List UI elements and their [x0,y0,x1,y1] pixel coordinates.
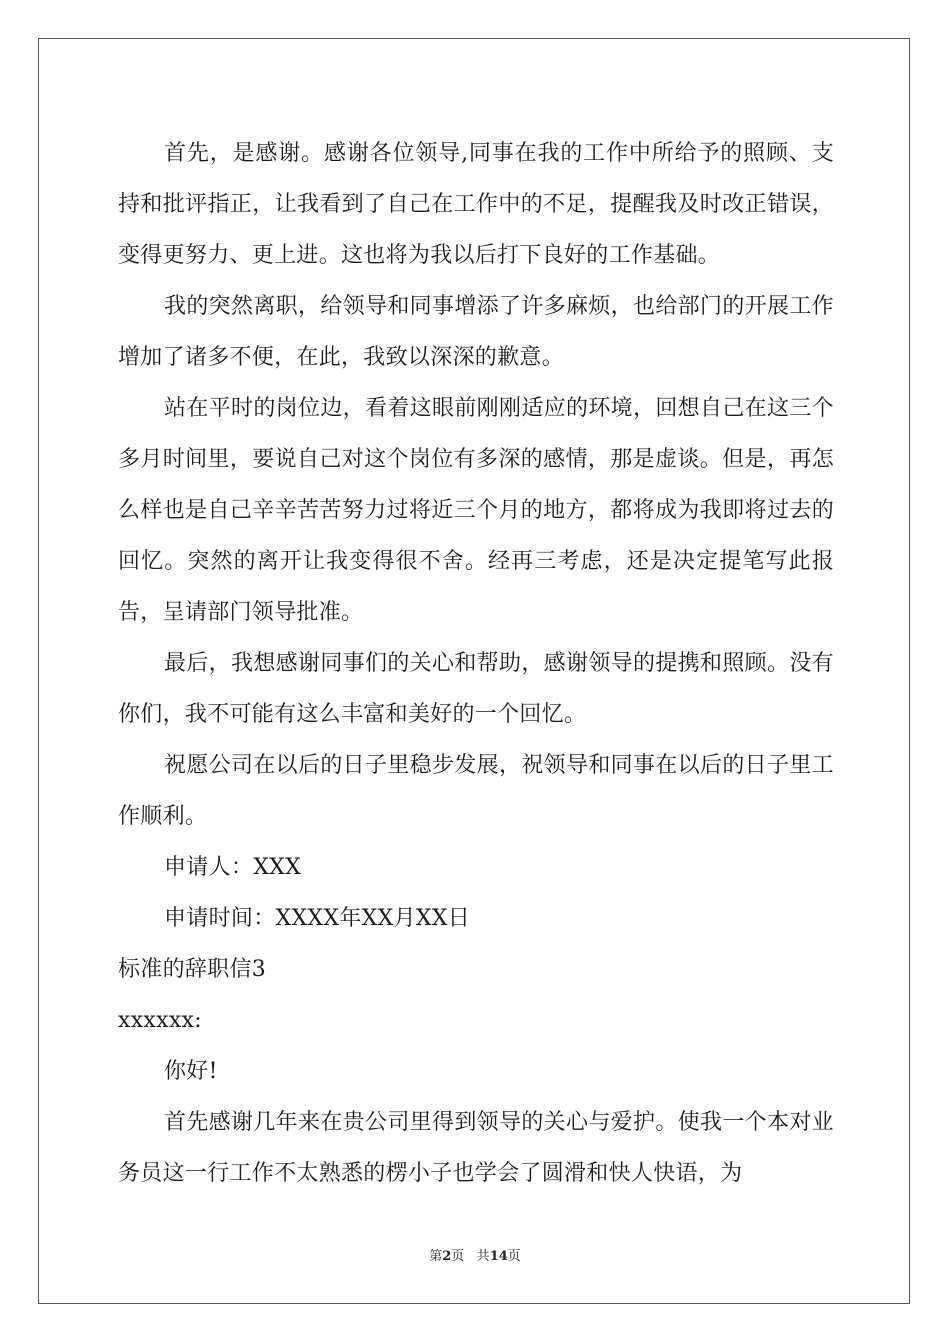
document-body [118,128,834,1199]
section-heading: 标准的辞职信3 [118,957,267,982]
total-prefix: 共 [476,1249,490,1264]
page-number: 2 [442,1249,452,1264]
paragraph-gratitude: 最后，我想感谢同事们的关心和帮助，感谢领导的提携和照顾。没有你们，我不可能有这么丰富和美好的一个回忆。 [118,651,834,727]
applicant-line: 申请人：XXX [164,855,302,880]
page-prefix: 第 [429,1249,443,1264]
application-date-line: 申请时间：XXXX年XX月XX日 [164,906,471,931]
paragraph-apology: 我的突然离职，给领导和同事增添了许多麻烦，也给部门的开展工作增加了诸多不便，在此，我致以深深的歉意。 [118,294,834,370]
paragraph-reflection: 站在平时的岗位边，看着这眼前刚刚适应的环境，回想自己在这三个多月时间里，要说自己对这个岗位有多深的感情，那是虚谈。但是，再怎么样也是自己辛辛苦苦努力过将近三个月的地方，都将成为我即将过去的回忆。突然的离开让我变得很不舍。经再三考虑，还是决定提笔写此报告，呈请部门领导批准。 [118,396,834,625]
paragraph-wishes: 祝愿公司在以后的日子里稳步发展，祝领导和同事在以后的日子里工作顺利。 [118,753,834,829]
page-suffix: 页 [451,1249,465,1264]
page-footer [0,1245,950,1264]
paragraph-opening: 首先感谢几年来在贵公司里得到领导的关心与爱护。使我一个本对业务员这一行工作不太熟悉的楞小子也学会了圆滑和快人快语，为 [118,1110,834,1186]
total-pages: 14 [489,1249,508,1264]
salutation: xxxxxx: [118,1008,202,1033]
paragraph-thanks: 首先，是感谢。感谢各位领导,同事在我的工作中所给予的照顾、支持和批评指正，让我看到了自己在工作中的不足，提醒我及时改正错误，变得更努力、更上进。这也将为我以后打下良好的工作基础。 [118,141,834,268]
greeting: 你好! [164,1059,218,1084]
total-suffix: 页 [507,1249,521,1264]
